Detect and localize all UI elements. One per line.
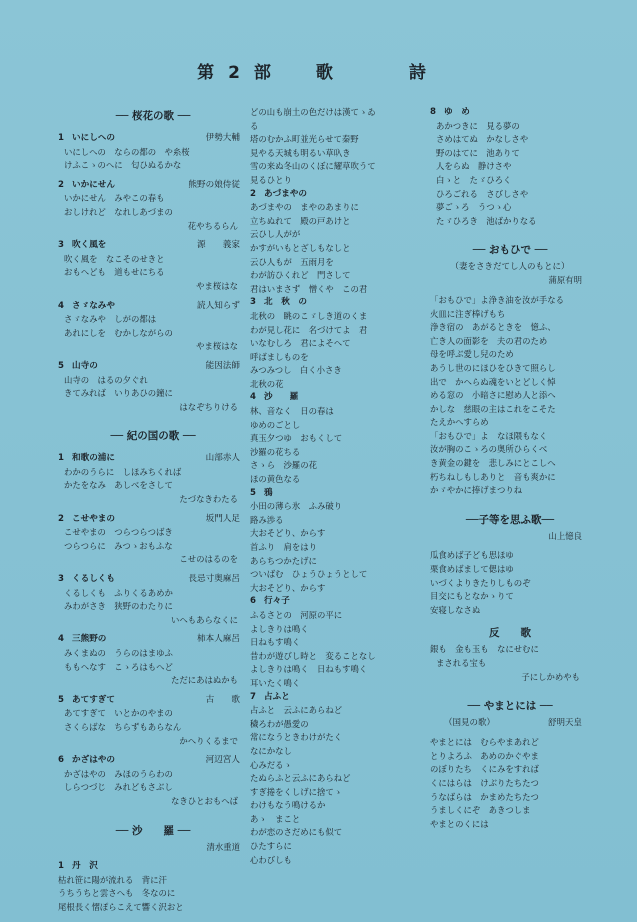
poem-line: さめはてぬ かなしさや — [436, 134, 529, 145]
poem-line: たゞひろき 池ばかりなる — [436, 215, 537, 226]
poem-number: 1 — [58, 453, 64, 464]
poem-line: 出で かへらぬ魂をいとどしく悼 — [430, 376, 556, 387]
poem-line: 北秋の 眺のこゞしき道のくま — [250, 310, 368, 321]
poem-line: 常になうときわけがたく — [250, 732, 343, 743]
poem-line: けふこゝのへに 匂ひぬるかな — [64, 160, 182, 171]
poem-author: 長忌寸奥麻呂 — [188, 574, 240, 585]
poem-line: みつみつし 白く小さき — [250, 365, 342, 376]
poem-title: 山寺の — [72, 360, 98, 371]
column-1 — [58, 106, 248, 915]
poem — [58, 179, 248, 239]
poem-line: のぼりたち くにみをすれば — [430, 764, 539, 775]
poem-title: 北 秋 の — [264, 297, 307, 308]
poem — [250, 595, 425, 690]
poem-heading — [58, 179, 248, 193]
poem-heading — [58, 754, 248, 768]
poem-line: ももへなす こゝろはもへど — [64, 661, 173, 672]
poem-title: いにしへの — [72, 133, 115, 143]
poem-heading — [430, 106, 590, 120]
poem-title: あてすぎて — [72, 694, 115, 705]
poem-number: 2 — [250, 188, 256, 199]
poem-line: わが恋のさだめにも似て — [250, 827, 343, 838]
section-heading-yamato: ── やまとには ── — [467, 700, 553, 713]
poem — [250, 296, 425, 391]
poem-line: 云ひ人もが 五雨月を — [250, 256, 334, 267]
poem-line: 沙羅の花ちる — [250, 446, 301, 457]
poem-author: 河辺宮人 — [205, 755, 240, 766]
poem-number: 5 — [58, 360, 64, 371]
poem-title: くるしくも — [72, 574, 115, 585]
poem-line: あづまやの まやのあまりに — [250, 202, 359, 213]
poem-line: 真玉夕つゆ おもくして — [250, 433, 343, 444]
poem-number: 4 — [58, 300, 64, 311]
poem-title: 沙 羅 — [264, 392, 299, 403]
poem-line: 小田の薄ら氷 ふみ破り — [250, 501, 343, 512]
poem-line: 浄き宿の あがるときを 憶ふ、 — [430, 322, 556, 333]
poem-line: 立ちぬれて 殿の戸あけと — [250, 215, 351, 226]
poem-line: 見るひとり — [250, 174, 292, 185]
kora-author: 山上憶良 — [548, 530, 582, 541]
poem-line: 呼ばましものを — [250, 351, 309, 362]
hanka-lines — [430, 643, 590, 684]
poem-line: 火皿に注ぎ棒げもち — [430, 308, 506, 319]
poem-line: わかのうらに しほみちくれば — [64, 466, 182, 477]
poem-line: はなぞちりける — [179, 401, 238, 412]
poem-heading — [58, 860, 248, 874]
poem-line: あうし世のにほひをひきて照らし — [430, 362, 556, 373]
yamato-lines — [430, 736, 590, 831]
poem-title: 行々子 — [264, 596, 290, 607]
poem-heading — [250, 296, 425, 310]
poem-line: 枯れ笹に陽が流れる 背に汗 — [58, 874, 167, 885]
poem-heading — [250, 391, 425, 405]
poem-line: こせのはるのを — [179, 554, 238, 565]
yamato-sub-row — [430, 716, 590, 730]
poem-line: わが見し花に 名づけてよ 君 — [250, 324, 368, 335]
poem-title: こせやまの — [72, 513, 115, 524]
poem-title: あづまやの — [264, 188, 307, 199]
poem-line: たぬらふと云ふにあらねど — [250, 773, 351, 784]
poem-line: 見やる天城も明るい草叺き — [250, 147, 351, 158]
poem-line: 朽ちねしもしありと 音も爽かに — [430, 471, 556, 482]
poem-line: いへもあらなくに — [171, 614, 238, 625]
poem-line: あゝ まこと — [250, 813, 301, 824]
poem-line: ついばむ ひょうひょうとして — [250, 569, 368, 580]
poem — [250, 691, 425, 868]
poem — [58, 513, 248, 573]
poem-author: 古 歌 — [205, 694, 240, 705]
poem-line: 銀も 金も玉も なにせむに — [430, 644, 539, 655]
poem-number: 6 — [250, 596, 256, 607]
poem-line: 亡き人の面影を 夫の君のため — [430, 335, 548, 346]
poem-heading — [250, 487, 425, 501]
poem-number: 3 — [58, 574, 64, 585]
poem-line: かしな 慈眼の主はこれをこそた — [430, 403, 556, 414]
poem — [58, 300, 248, 360]
poem-line: かへりくるまで — [179, 735, 238, 746]
yamato-author: 舒明天皇 — [547, 718, 582, 729]
poem-line: まされる宝も — [436, 658, 487, 668]
poem-line: みわがさき 狭野のわたりに — [64, 601, 173, 612]
poem-line: 昔わが遊びし時と 変ることなし — [250, 650, 376, 661]
poem-line: すぎ捲をくしげに捨てゝ — [250, 786, 343, 797]
poem-line: かすがいもとざしもなしと — [250, 242, 351, 253]
poem-line: やま桜はな — [196, 341, 238, 352]
poem-line: ひたすらに — [250, 841, 292, 852]
poem-line: 穢ろわが愚愛の — [250, 718, 309, 729]
poem-title: 占ふと — [264, 691, 290, 702]
poem-line: 大おそどり、からす — [250, 528, 326, 539]
poem-line: 瓜食めば子ども思ほゆ — [430, 550, 514, 561]
poem-line: こせやまの つらつらつばき — [64, 527, 173, 538]
poem-line: やま桜はな — [196, 280, 238, 291]
poem-title: ゆ め — [444, 107, 470, 117]
poem-heading — [250, 188, 425, 202]
poem-line: よしきりは鳴く — [250, 623, 309, 634]
poem-line: あてすぎて いとかのやまの — [64, 708, 173, 719]
poem-line: 「おもひで」よ浄き油を汝が手なる — [430, 294, 564, 305]
kinokuni-poems — [58, 452, 248, 814]
poem-line: いにしへの ならの都の や糸桜 — [64, 146, 190, 157]
poem-number: 8 — [430, 107, 436, 117]
poem — [58, 360, 248, 420]
poem-line: よしきりは鳴く 日ねもす鳴く — [250, 664, 368, 675]
poem-author: 山部赤人 — [205, 453, 240, 464]
kora-lines — [430, 549, 590, 617]
poem-line: かたをなみ あしべをさして — [64, 480, 173, 491]
poem-line: 大おそどり、からす — [250, 582, 326, 593]
poem-line: なきひとおもへば — [171, 795, 238, 806]
poem-author: 伊勢大輔 — [205, 133, 240, 143]
poem-line: 路み渉る — [250, 514, 284, 525]
poem-number: 6 — [58, 755, 64, 766]
poem-line: どの山も崩土の色だけは漢てゝゐ — [250, 107, 376, 117]
poem-line: 母を呼ぶ愛し兒のため — [430, 349, 514, 360]
poem-line: 子にしかめやも — [521, 671, 580, 682]
poem-line: 尾根長く慴ぽらこえて響く沢おと — [58, 901, 184, 912]
poem-line: うなばらは かまめたちたつ — [430, 791, 539, 802]
poem — [58, 573, 248, 633]
section-heading-kora: ──子等を思ふ歌── — [465, 513, 555, 526]
poem-heading — [250, 691, 425, 705]
poem-line: わが訪ひくれど 門さして — [250, 270, 351, 281]
omoide-lines — [430, 294, 590, 498]
poem-line: 心みだるゝ — [250, 759, 292, 770]
omoide-subtitle: （妻をさきだてし人のもとに） — [450, 262, 570, 273]
poem — [250, 188, 425, 297]
poem-line: おしけれど なれしあづまの — [64, 206, 173, 217]
poem-line: うましくにぞ あきつしま — [430, 805, 531, 816]
poem-line: たえかへすらめ — [430, 417, 489, 428]
poem-line: ひろごれる さびしさや — [436, 188, 529, 199]
poem-line: 「おもひで」よ なほ隈もなく — [430, 430, 548, 441]
poem — [250, 391, 425, 486]
hanka-heading: 反 歌 — [489, 627, 531, 640]
poem-line: やまとのくには — [430, 818, 489, 829]
poem-line: うちうちと雲さへも 冬なのに — [58, 888, 176, 899]
poem-number: 4 — [250, 392, 256, 403]
poem-line: 人をらぬ 静けさや — [436, 161, 512, 172]
poem-line: 花やちるらん — [187, 220, 238, 231]
poem-line: さゝら 沙羅の花 — [250, 460, 317, 471]
yume-lines — [430, 120, 590, 229]
poem-line: 君はいまさず 憎くや この君 — [250, 283, 368, 294]
poem-line: 夢ごゝろ うつゝ心 — [436, 202, 512, 213]
poem-line: 雪の来ぬ冬山のくぼに耀草吹うて — [250, 161, 376, 172]
poem-line: なにかなし — [250, 745, 292, 756]
poem-line: 野のはてに 池ありて — [436, 147, 520, 158]
poem-line: ただにあはぬかも — [171, 675, 238, 686]
column-2 — [250, 106, 425, 867]
poem — [250, 487, 425, 596]
poem-line: あかつきに 見る夢の — [436, 120, 520, 131]
poem-title: 三熊野の — [72, 634, 107, 645]
poem-title: さゞなみや — [72, 300, 115, 311]
poem-number: 3 — [58, 240, 64, 251]
section-heading-sara: ── 沙 羅 ── — [115, 824, 191, 837]
poem-line: いづくよりきたりしものぞ — [430, 577, 531, 588]
poem-line: 云ひし人がが — [250, 229, 301, 240]
poem-line: ふるさとの 河原の平に — [250, 609, 343, 620]
poem-title: 丹 沢 — [72, 861, 98, 872]
poem-heading — [58, 360, 248, 374]
poem-line: 安寝しなさぬ — [430, 604, 481, 615]
poem-author: 坂門人足 — [205, 513, 240, 524]
sara-poems — [250, 188, 425, 868]
poem-line: 占ふと 云ふにあらねど — [250, 705, 343, 716]
poem-heading — [58, 694, 248, 708]
poem — [58, 132, 248, 179]
poem-heading — [58, 300, 248, 314]
poem-line: わけもなう鳴けるか — [250, 800, 326, 811]
poem-number: 5 — [250, 487, 256, 498]
poem-line: あらちつかたげに — [250, 555, 317, 566]
poem-line: とりよろふ あめのかぐやま — [430, 750, 539, 761]
poem-title: かざはやの — [72, 755, 115, 766]
poem — [58, 754, 248, 814]
poem-author: 熊野の娘侍従 — [188, 179, 240, 190]
poem-heading — [58, 239, 248, 253]
poem-heading — [58, 633, 248, 647]
poem-author: 源 義家 — [197, 240, 240, 251]
section-heading-sakura: ── 桜花の歌 ── — [115, 110, 191, 122]
poem-line: つらつらに みつゝおもふな — [64, 540, 173, 551]
poem-heading — [58, 132, 248, 146]
poem-line: き黄金の鍵を 悲しみにとこしへ — [430, 458, 556, 469]
poem-line: いかにせん みやこの春も — [64, 193, 165, 204]
poem-line: 白ゝと たゞひろく — [436, 174, 512, 185]
poem-line: あれにしを むかしながらの — [64, 327, 173, 338]
poem-line: さゞなみや しがの都は — [64, 314, 157, 325]
poem-heading — [58, 573, 248, 587]
poem-line: かゞやかに捧げまつりね — [430, 485, 523, 496]
poem-line: おもへども 道もせにちる — [64, 267, 165, 278]
poem-author: 柿本人麻呂 — [197, 634, 240, 645]
poem-title: 鴉 — [264, 487, 273, 498]
sara-poem-lines — [58, 874, 248, 915]
poem-line: 目交にもとなかゝりて — [430, 591, 514, 602]
poem-line: しらつづじ みれどもさぶし — [64, 782, 173, 793]
section-heading-kinokuni: ── 紀の国の歌 ── — [110, 430, 196, 443]
poem-line: 山寺の はるの夕ぐれ — [64, 374, 148, 385]
poem-line: 耳いたく鳴く — [250, 677, 301, 688]
poem-heading — [58, 513, 248, 527]
poem-line: 首ふり 肩をはり — [250, 542, 317, 552]
poem-number: 3 — [250, 297, 256, 308]
poem-number: 2 — [58, 179, 64, 190]
poem-title: いかにせん — [72, 179, 115, 190]
poem-heading — [58, 452, 248, 466]
omoide-author: 蒲原有明 — [548, 275, 582, 286]
poem — [58, 633, 248, 693]
poem-line: さくらばな ちらずもあらなん — [64, 721, 182, 732]
poem-line: たづなきわたる — [179, 494, 238, 505]
poem-number: 5 — [58, 694, 64, 705]
sakura-poems — [58, 132, 248, 420]
poem-line: かざはやの みほのうらわの — [64, 768, 173, 779]
poem-title: 吹く風を — [72, 240, 107, 251]
poem-line: やまとには むらやまあれど — [430, 737, 539, 748]
poem-line: 林、音なく 日の春は — [250, 406, 334, 417]
poem-line: 日ねもす鳴く — [250, 637, 301, 648]
poem-line: くにはらは けぶりたちたつ — [430, 777, 539, 788]
poem-heading — [250, 595, 425, 609]
poem-number: 4 — [58, 634, 64, 645]
poem — [58, 239, 248, 299]
poem-line: きてみれば いりあひの鐘に — [64, 388, 173, 399]
poem-line: める窓の 小暗さに慰め人と添へ — [430, 390, 556, 401]
section-heading-omoide: ── おもひで ── — [472, 244, 548, 257]
sara-author: 清水重道 — [206, 841, 240, 852]
yamato-subtitle: （国見の歌） — [444, 718, 496, 729]
sara-continued-lines — [250, 106, 425, 188]
poem-line: る — [250, 120, 259, 131]
poem-line: 汝が胸のこゝろの奥所ひらくべ — [430, 444, 548, 455]
page-title: 第2部 歌 詩 — [197, 63, 440, 83]
poem-author: 読人知らず — [197, 300, 240, 311]
poem-line: 吹く風を なこそのせきと — [64, 253, 165, 264]
poem-number: 2 — [58, 513, 64, 524]
poem — [58, 452, 248, 512]
poem-line: ほの黄色なる — [250, 474, 301, 485]
poem-line: 栗食めばまして偲はゆ — [430, 564, 514, 575]
poem-title: 和歌の浦に — [72, 453, 115, 464]
poem-line: 塔のむかふ町並光らせて秦野 — [250, 134, 359, 145]
poem-line: みくまぬの うらのはまゆふ — [64, 648, 173, 658]
poem-author: 能因法師 — [205, 360, 240, 371]
poem-number: 1 — [58, 861, 64, 872]
poem-line: くるしくも ふりくるあめか — [64, 587, 173, 598]
poem-line: 心わびしも — [250, 854, 292, 865]
poem — [58, 694, 248, 754]
poem-line: いなむしろ 君によそへて — [250, 338, 351, 349]
poem-number: 1 — [58, 133, 64, 143]
poem-line: 北秋の花 — [250, 378, 284, 389]
poem-number: 7 — [250, 691, 256, 702]
column-3 — [430, 106, 590, 831]
poem-line: ゆめのごとし — [250, 419, 301, 430]
